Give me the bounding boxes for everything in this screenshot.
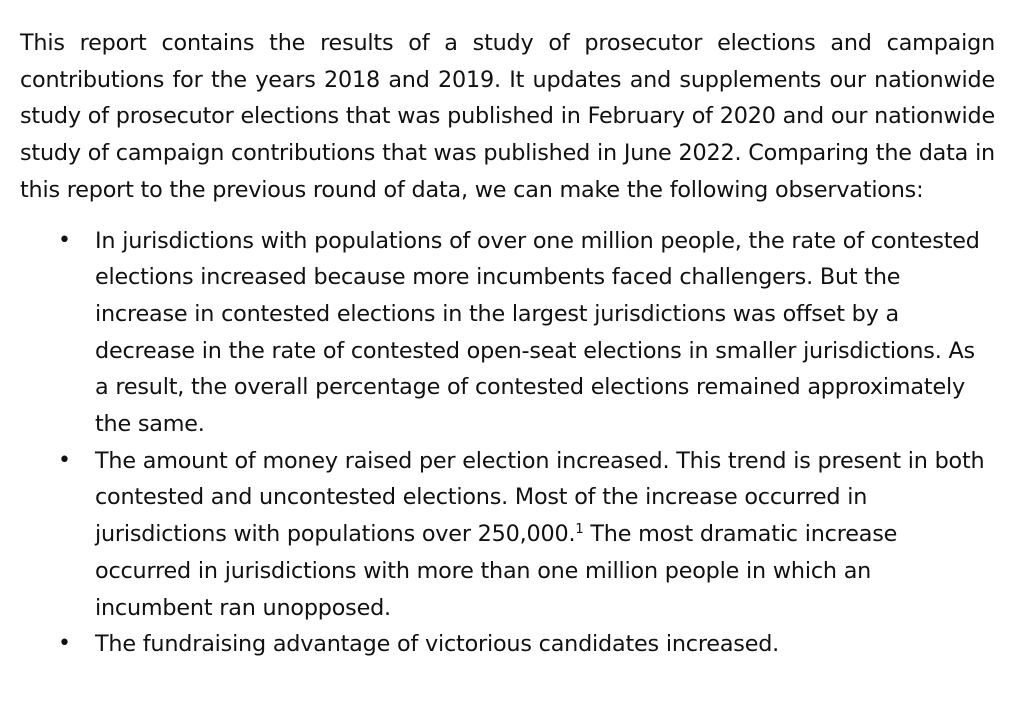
observation-text: The fundraising advantage of victorious candidates increased. bbox=[95, 631, 780, 658]
observation-item-fundraising-advantage bbox=[20, 626, 995, 663]
bullet-icon: • bbox=[58, 447, 71, 473]
bullet-icon: • bbox=[58, 227, 71, 253]
bullet-icon: • bbox=[58, 631, 71, 657]
observation-text-continued: The most dramatic increase occurred in jurisdictions with more than one million people in which an incumbent ran unopposed. bbox=[95, 521, 898, 621]
observation-item-money-raised bbox=[20, 443, 995, 627]
observation-item-contested-elections bbox=[20, 223, 995, 443]
observations-list bbox=[20, 223, 995, 663]
observation-text: The amount of money raised per election increased. This trend is present in both contested and uncontested elections. Most of the increase occurred in jurisdictions with populations over 250,000. bbox=[95, 447, 985, 548]
document-page bbox=[20, 25, 995, 663]
observation-text: In jurisdictions with populations of over one million people, the rate of contested elections increased because more incumbents faced challengers. But the increase in contested elections in the largest jurisdictions was offset by a decrease in the rate of contested open-seat elections in smaller jurisdictions. As a result, the overall percentage of contested elections remained approximately the same. bbox=[95, 227, 980, 438]
intro-paragraph: This report contains the results of a study of prosecutor elections and campaign contributions for the years 2018 and 2019. It updates and supplements our nationwide study of prosecutor elections that was published in February of 2020 and our nationwide study of campaign contributions that was published in June 2022. Comparing the data in this report to the previous round of data, we can make the following observations: bbox=[20, 30, 995, 203]
footnote-marker: 1 bbox=[575, 522, 584, 538]
